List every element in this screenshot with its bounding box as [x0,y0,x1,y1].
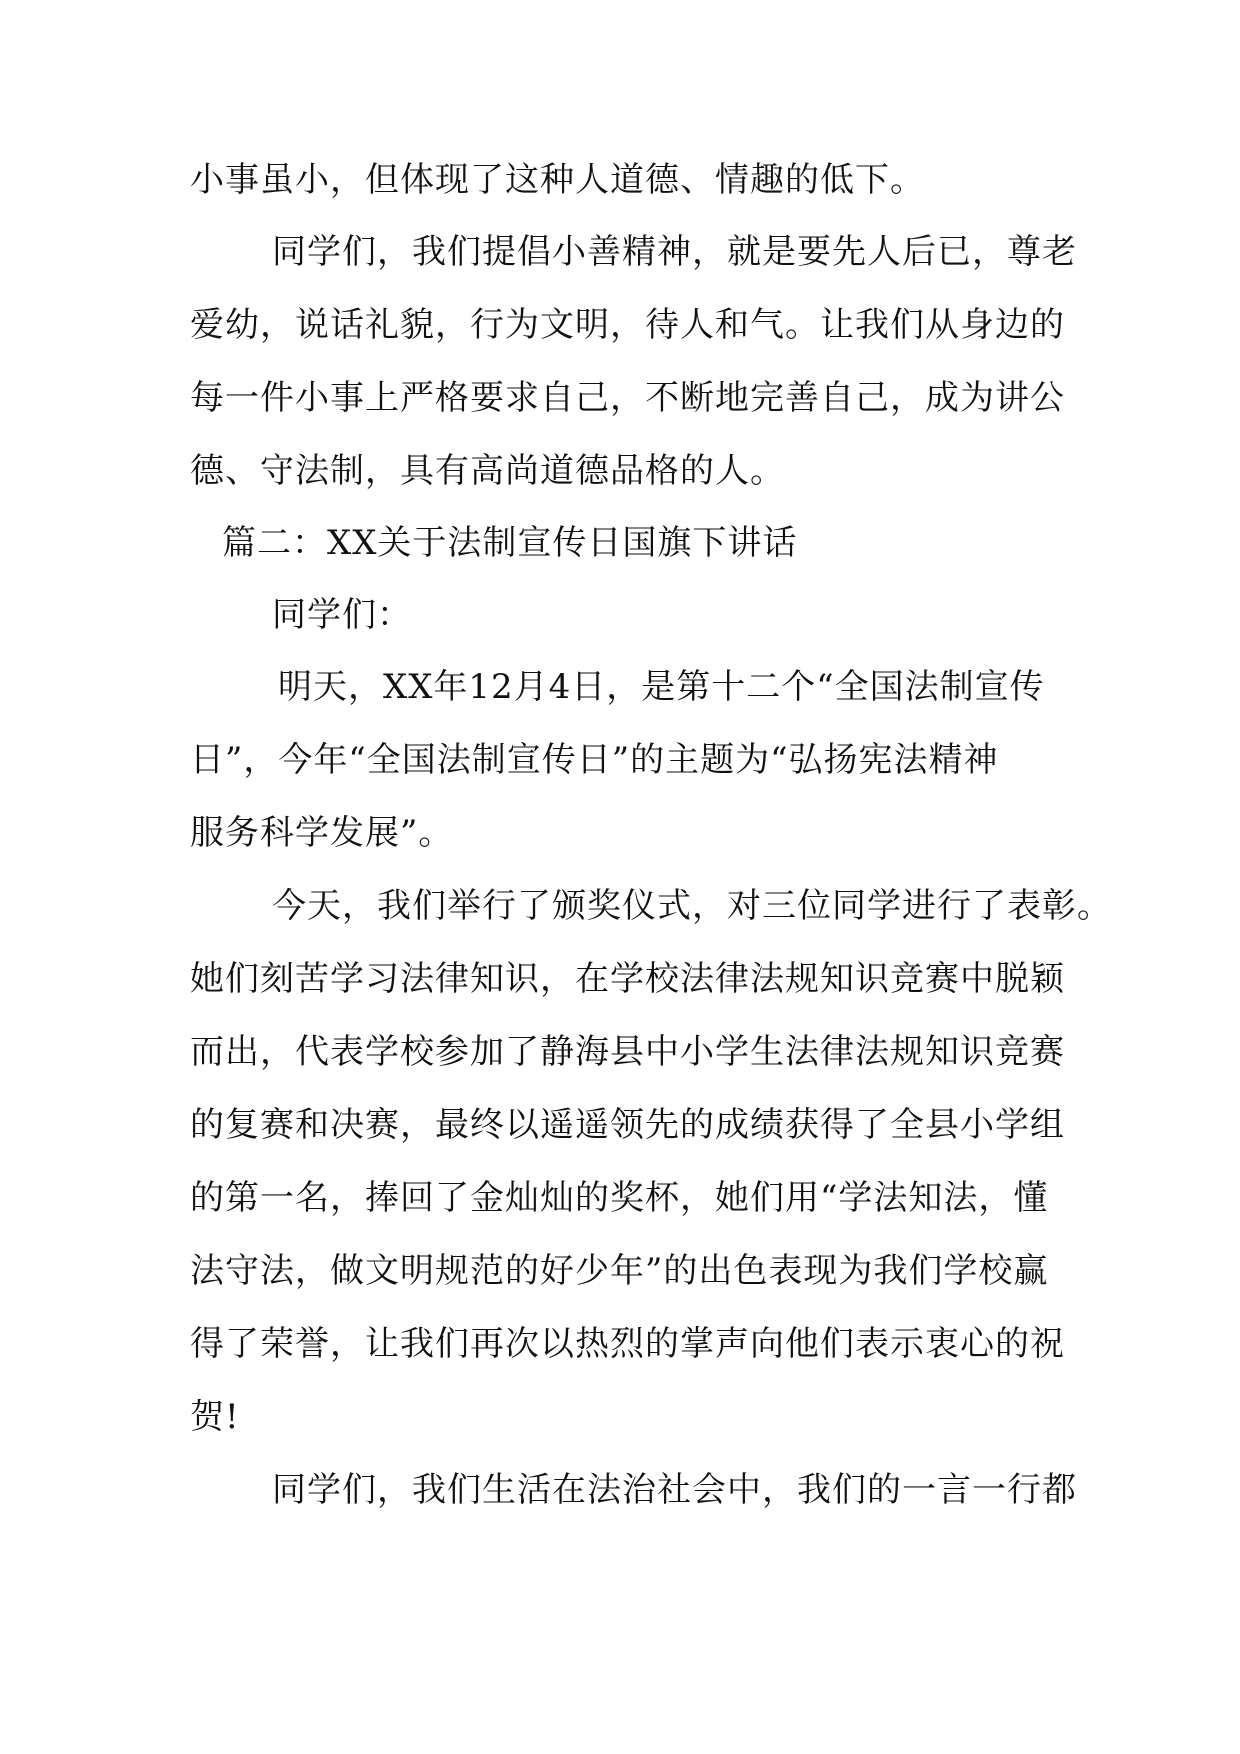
text-line: 每一件小事上严格要求自己，不断地完善自己，成为讲公 [190,378,1065,418]
text-line: 的第一名，捧回了金灿灿的奖杯，她们用“学法知法，懂 [190,1178,1049,1218]
text-line: 的复赛和决赛，最终以遥遥领先的成绩获得了全县小学组 [190,1105,1065,1145]
text-line: 日”，今年“全国法制宣传日”的主题为“弘扬宪法精神 [190,740,999,780]
text-line: 法守法，做文明规范的好少年”的出色表现为我们学校赢 [190,1251,1049,1291]
text-line: 服务科学发展”。 [190,813,454,853]
text-line: 她们刻苦学习法律知识，在学校法律法规知识竞赛中脱颖 [190,959,1065,999]
section-heading: 篇二：XX关于法制宣传日国旗下讲话 [222,523,798,563]
text-line: 而出，代表学校参加了静海县中小学生法律法规知识竞赛 [190,1032,1065,1072]
text-line: 得了荣誉，让我们再次以热烈的掌声向他们表示衷心的祝 [190,1324,1065,1364]
text-line: 爱幼，说话礼貌，行为文明，待人和气。让我们从身边的 [190,305,1065,345]
text-line: 明天，XX年12月4日，是第十二个“全国法制宣传 [278,667,1045,707]
text-line: 同学们，我们提倡小善精神，就是要先人后已，尊老 [272,232,1077,272]
text-line: 贺! [190,1397,240,1437]
text-line: 今天，我们举行了颁奖仪式，对三位同学进行了表彰。 [272,886,1112,926]
text-line: 同学们： [272,595,412,635]
text-line: 小事虽小，但体现了这种人道德、情趣的低下。 [190,160,925,200]
text-line: 德、守法制，具有高尚道德品格的人。 [190,451,785,491]
text-line: 同学们，我们生活在法治社会中，我们的一言一行都 [272,1470,1077,1510]
